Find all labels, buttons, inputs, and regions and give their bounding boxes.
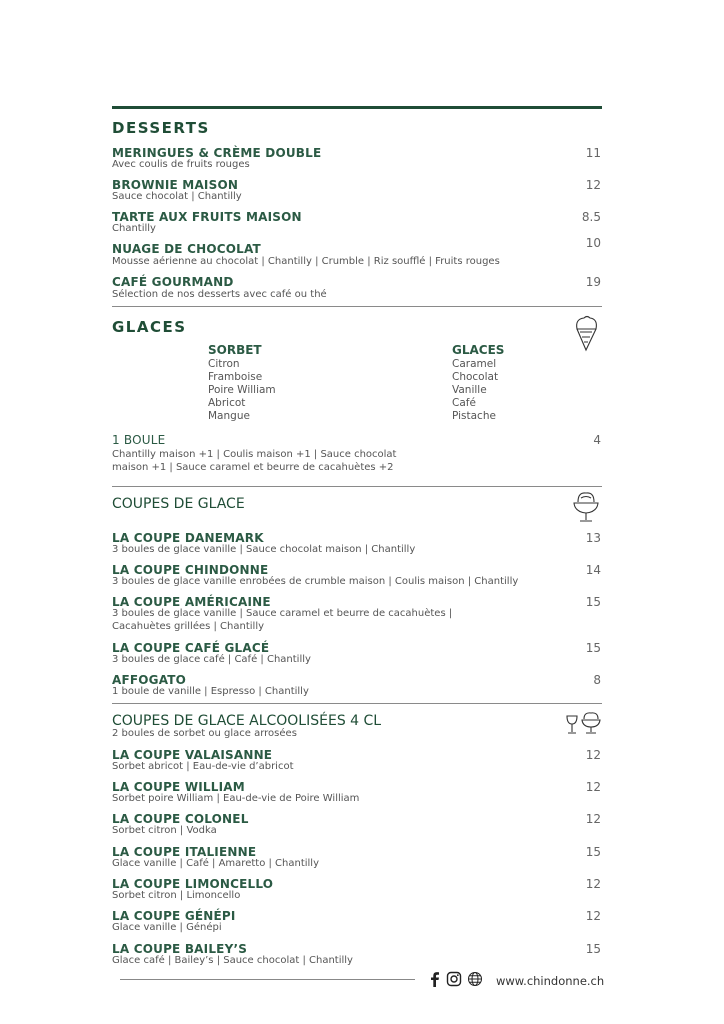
glace-flavor: Chocolat — [452, 371, 499, 383]
coupe-name: LA COUPE DANEMARK — [112, 531, 264, 545]
sorbet-flavor: Framboise — [208, 371, 263, 383]
alcool-price: 12 — [585, 780, 601, 794]
coupe-name: LA COUPE CHINDONNE — [112, 563, 269, 577]
dessert-price: 10 — [585, 236, 601, 250]
alcool-price: 12 — [585, 877, 601, 891]
website-link[interactable]: www.chindonne.ch — [496, 974, 605, 988]
dessert-desc: Sauce chocolat | Chantilly — [112, 191, 242, 202]
coupe-price: 15 — [585, 595, 601, 609]
alcool-name: LA COUPE WILLIAM — [112, 780, 245, 794]
alcool-name: LA COUPE VALAISANNE — [112, 748, 273, 762]
alcool-desc: Sorbet poire William | Eau-de-vie de Poire William — [112, 793, 360, 804]
glaces-header: GLACES — [452, 343, 505, 357]
coupe-price: 13 — [585, 531, 601, 545]
section-divider — [112, 486, 602, 487]
coupe-price: 14 — [585, 563, 601, 577]
section-divider — [112, 306, 602, 307]
alcool-desc: Sorbet citron | Vodka — [112, 825, 217, 836]
sorbet-flavor: Citron — [208, 358, 240, 370]
alcool-name: LA COUPE ITALIENNE — [112, 845, 257, 859]
boule-desc: Chantilly maison +1 | Coulis maison +1 | Sauce chocolat — [112, 449, 397, 460]
coupe-price: 15 — [585, 641, 601, 655]
alcool-desc: Glace vanille | Café | Amaretto | Chantilly — [112, 858, 319, 869]
desserts-title: DESSERTS — [112, 119, 210, 137]
instagram-icon[interactable] — [446, 971, 462, 987]
sundae-cup-icon — [570, 490, 602, 524]
alcool-desc: Sorbet abricot | Eau-de-vie d’abricot — [112, 761, 294, 772]
facebook-icon[interactable] — [429, 971, 441, 987]
coupe-name: LA COUPE AMÉRICAINE — [112, 595, 271, 609]
coupe-name: AFFOGATO — [112, 673, 187, 687]
alcool-price: 12 — [585, 909, 601, 923]
sorbet-header: SORBET — [208, 343, 262, 357]
alcool-desc: Sorbet citron | Limoncello — [112, 890, 241, 901]
alcool-subtitle: 2 boules de sorbet ou glace arrosées — [112, 728, 297, 739]
section-divider — [112, 703, 602, 704]
sorbet-flavor: Abricot — [208, 397, 246, 409]
dessert-name: NUAGE DE CHOCOLAT — [112, 242, 261, 256]
glace-flavor: Caramel — [452, 358, 497, 370]
coupe-price: 8 — [593, 673, 601, 687]
alcool-name: LA COUPE COLONEL — [112, 812, 249, 826]
glace-flavor: Pistache — [452, 410, 496, 422]
dessert-desc: Mousse aérienne au chocolat | Chantilly | Crumble | Riz soufflé | Fruits rouges — [112, 256, 500, 267]
alcool-name: LA COUPE GÉNÉPI — [112, 909, 236, 923]
alcool-price: 15 — [585, 942, 601, 956]
coupe-desc: 3 boules de glace vanille | Sauce caramel et beurre de cacahuètes | — [112, 608, 453, 619]
alcool-price: 15 — [585, 845, 601, 859]
alcool-price: 12 — [585, 748, 601, 762]
boule-name: 1 BOULE — [112, 433, 166, 447]
glace-flavor: Vanille — [452, 384, 487, 396]
glace-flavor: Café — [452, 397, 476, 409]
ice-cream-cone-icon — [572, 314, 600, 352]
alcool-name: LA COUPE LIMONCELLO — [112, 877, 274, 891]
dessert-price: 19 — [585, 275, 601, 289]
coupe-desc: 3 boules de glace vanille enrobées de crumble maison | Coulis maison | Chantilly — [112, 576, 519, 587]
dessert-name: BROWNIE MAISON — [112, 178, 239, 192]
sorbet-flavor: Mangue — [208, 410, 250, 422]
dessert-price: 11 — [585, 146, 601, 160]
alcool-desc: Glace vanille | Génépi — [112, 922, 222, 933]
dessert-desc: Chantilly — [112, 223, 156, 234]
alcool-title: COUPES DE GLACE ALCOOLISÉES 4 CL — [112, 713, 382, 729]
dessert-price: 12 — [585, 178, 601, 192]
globe-icon[interactable] — [467, 971, 483, 987]
dessert-name: CAFÉ GOURMAND — [112, 275, 234, 289]
boule-price: 4 — [593, 433, 601, 447]
coupe-name: LA COUPE CAFÉ GLACÉ — [112, 641, 270, 655]
footer-divider — [120, 979, 415, 980]
dessert-name: MERINGUES & CRÈME DOUBLE — [112, 146, 322, 160]
wine-glass-sundae-icon — [564, 710, 602, 736]
boule-desc: maison +1 | Sauce caramel et beurre de cacahuètes +2 — [112, 462, 394, 473]
coupe-desc: 3 boules de glace café | Café | Chantilly — [112, 654, 311, 665]
top-divider — [112, 106, 602, 109]
sorbet-flavor: Poire William — [208, 384, 276, 396]
alcool-price: 12 — [585, 812, 601, 826]
alcool-desc: Glace café | Bailey’s | Sauce chocolat | Chantilly — [112, 955, 353, 966]
dessert-desc: Avec coulis de fruits rouges — [112, 159, 250, 170]
dessert-name: TARTE AUX FRUITS MAISON — [112, 210, 302, 224]
dessert-price: 8.5 — [581, 210, 601, 224]
coupe-desc: Cacahuètes grillées | Chantilly — [112, 621, 265, 632]
coupes-title: COUPES DE GLACE — [112, 496, 245, 512]
glaces-title: GLACES — [112, 318, 187, 336]
alcool-name: LA COUPE BAILEY’S — [112, 942, 248, 956]
coupe-desc: 3 boules de glace vanille | Sauce chocolat maison | Chantilly — [112, 544, 416, 555]
coupe-desc: 1 boule de vanille | Espresso | Chantilly — [112, 686, 309, 697]
dessert-desc: Sélection de nos desserts avec café ou thé — [112, 289, 327, 300]
